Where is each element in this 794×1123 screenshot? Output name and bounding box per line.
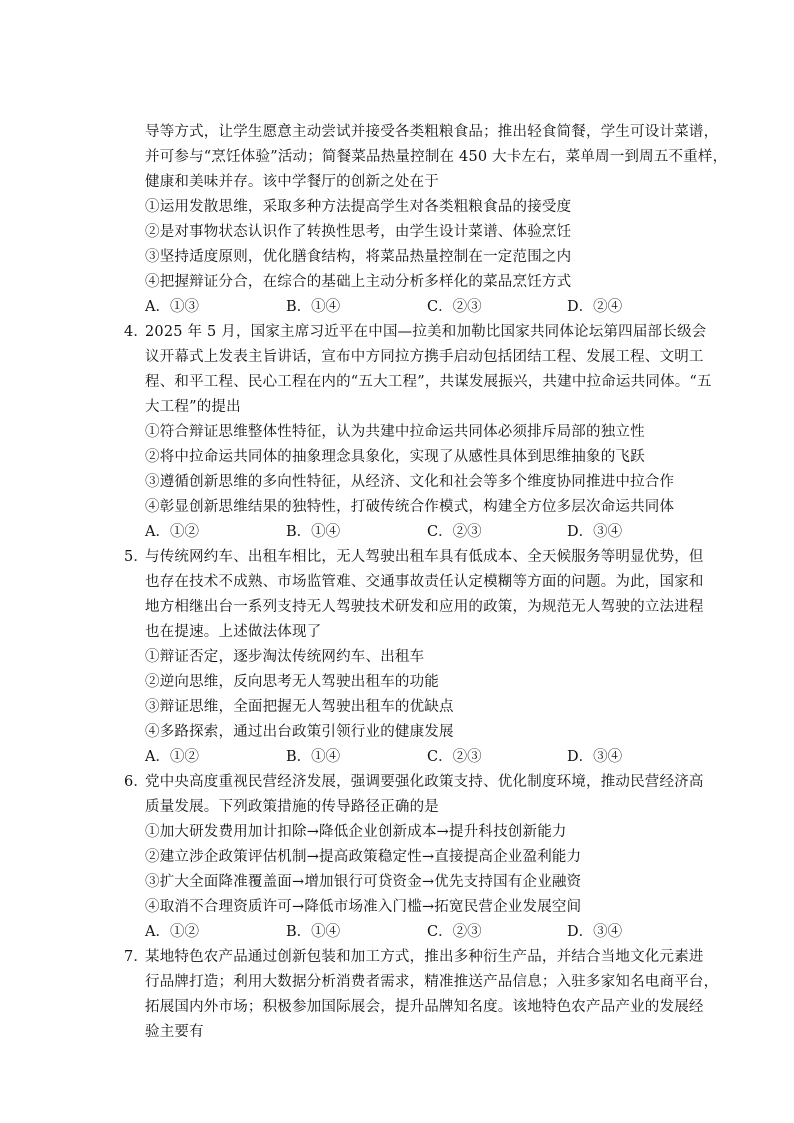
q6-item: ②建立涉企政策评估机制→提高政策稳定性→直接提高企业盈利能力 — [145, 849, 582, 865]
q5-option-d: D．③④ — [567, 749, 623, 765]
q4-stem-line: 程、和平工程、民心工程在内的“五大工程”，共谋发展振兴，共建中拉命运共同体。“五 — [145, 374, 712, 390]
q5-option-b: B．①④ — [286, 749, 341, 765]
q4-stem-line: 议开幕式上发表主旨讲话，宣布中方同拉方携手启动包括团结工程、发展工程、文明工 — [145, 349, 704, 365]
q5-stem-line: 也存在技术不成熟、市场监管难、交通事故责任认定模糊等方面的问题。为此，国家和 — [145, 574, 704, 590]
q4-number: 4． — [124, 324, 149, 340]
q5-option-c: C．②③ — [427, 749, 482, 765]
q4-item: ③遵循创新思维的多向性特征，从经济、文化和社会等多个维度协同推进中拉合作 — [145, 474, 675, 490]
q3-option-a: A．①③ — [145, 299, 199, 315]
q5-item: ④多路探索，通过出台政策引领行业的健康发展 — [145, 724, 454, 740]
q4-stem-line: 大工程”的提出 — [145, 399, 241, 415]
q4-option-a: A．①② — [145, 524, 199, 540]
q3-item: ④把握辩证分合，在综合的基础上主动分析多样化的菜品烹饪方式 — [145, 274, 572, 290]
q5-stem-line: 地方相继出台一系列支持无人驾驶技术研发和应用的政策，为规范无人驾驶的立法进程 — [145, 599, 704, 615]
q6-option-c: C．②③ — [427, 924, 482, 940]
q4-option-d: D．③④ — [567, 524, 623, 540]
q3-stem-line: 导等方式，让学生愿意主动尝试并接受各类粗粮食品；推出轻食简餐，学生可设计菜谱， — [145, 124, 719, 140]
q3-stem-line: 并可参与“烹饪体验”活动；简餐菜品热量控制在 450 大卡左右，菜单周一到周五不重样， — [145, 149, 728, 165]
q5-stem-line: 与传统网约车、出租车相比，无人驾驶出租车具有低成本、全天候服务等明显优势，但 — [145, 549, 704, 565]
q3-item: ③坚持适度原则，优化膳食结构，将菜品热量控制在一定范围之内 — [145, 249, 572, 265]
q3-item: ②是对事物状态认识作了转换性思考，由学生设计菜谱、体验烹饪 — [145, 224, 572, 240]
q7-stem-line: 某地特色农产品通过创新包装和加工方式，推出多种衍生产品，并结合当地文化元素进 — [145, 949, 704, 965]
q3-item: ①运用发散思维，采取多种方法提高学生对各类粗粮食品的接受度 — [145, 199, 572, 215]
q4-item: ④彰显创新思维结果的独特性，打破传统合作模式，构建全方位多层次命运共同体 — [145, 499, 675, 515]
q7-stem-line: 验主要有 — [145, 1024, 204, 1040]
q4-item: ①符合辩证思维整体性特征，认为共建中拉命运共同体必须排斥局部的独立性 — [145, 424, 645, 440]
q5-item: ②逆向思维，反向思考无人驾驶出租车的功能 — [145, 674, 439, 690]
q6-option-b: B．①④ — [286, 924, 341, 940]
q5-item: ①辩证否定，逐步淘汰传统网约车、出租车 — [145, 649, 425, 665]
q3-option-d: D．②④ — [567, 299, 623, 315]
q6-stem-line: 党中央高度重视民营经济发展，强调要强化政策支持、优化制度环境，推动民营经济高 — [145, 774, 704, 790]
q6-option-d: D．③④ — [567, 924, 623, 940]
q5-item: ③辩证思维，全面把握无人驾驶出租车的优缺点 — [145, 699, 454, 715]
q6-item: ④取消不合理资质许可→降低市场准入门槛→拓宽民营企业发展空间 — [145, 899, 582, 915]
q5-option-a: A．①② — [145, 749, 199, 765]
q7-stem-line: 拓展国内外市场；积极参加国际展会，提升品牌知名度。该地特色农产品产业的发展经 — [145, 999, 704, 1015]
q7-stem-line: 行品牌打造；利用大数据分析消费者需求，精准推送产品信息；入驻多家知名电商平台， — [145, 974, 719, 990]
q3-option-b: B．①④ — [286, 299, 341, 315]
q4-item: ②将中拉命运共同体的抽象理念具象化，实现了从感性具体到思维抽象的飞跃 — [145, 449, 645, 465]
q6-number: 6． — [124, 774, 149, 790]
q6-item: ③扩大全面降准覆盖面→增加银行可贷资金→优先支持国有企业融资 — [145, 874, 582, 890]
q6-item: ①加大研发费用加计扣除→降低企业创新成本→提升科技创新能力 — [145, 824, 567, 840]
q4-option-b: B．①④ — [286, 524, 341, 540]
q7-number: 7． — [124, 949, 149, 965]
q6-option-a: A．①② — [145, 924, 199, 940]
q3-option-c: C．②③ — [427, 299, 482, 315]
q6-stem-line: 质量发展。下列政策措施的传导路径正确的是 — [145, 799, 439, 815]
q5-number: 5． — [124, 549, 149, 565]
q4-stem-line: 2025 年 5 月，国家主席习近平在中国—拉美和加勒比国家共同体论坛第四届部长级会 — [145, 324, 707, 340]
q3-stem-line: 健康和美味并存。该中学餐厅的创新之处在于 — [145, 174, 439, 190]
q4-option-c: C．②③ — [427, 524, 482, 540]
q5-stem-line: 也在提速。上述做法体现了 — [145, 624, 322, 640]
